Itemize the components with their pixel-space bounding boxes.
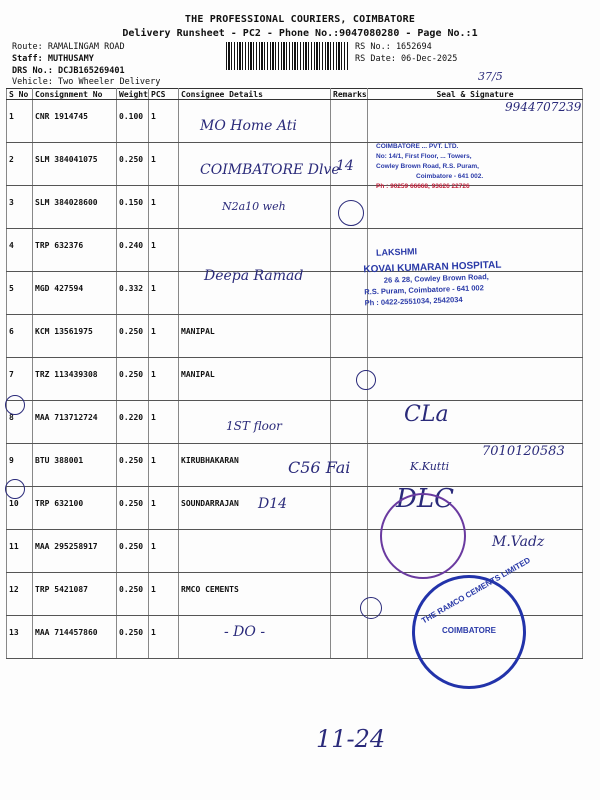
- cell-weight: 0.250: [117, 487, 149, 530]
- cell-sno: 4: [7, 229, 33, 272]
- table-header-row: [7, 89, 583, 100]
- cell-remarks: [331, 315, 368, 358]
- cell-weight: 0.250: [117, 616, 149, 659]
- stamp-company-address: COIMBATORE ... PVT. LTD. No: 14/1, First Floor, ... Towers, Cowley Brown Road, R.S. Puram, Coimbatore - 641 002. Ph : 90259 66668, 93626 22726: [376, 143, 484, 190]
- hw-r2-remark: 14: [336, 158, 354, 174]
- hw-r10-consignee: D14: [258, 496, 288, 512]
- cell-consignee: MANIPAL: [179, 358, 331, 401]
- col-weight: Weight: [117, 89, 149, 100]
- table-row: [7, 186, 583, 229]
- cell-sno: 11: [7, 530, 33, 573]
- cell-sno: 7: [7, 358, 33, 401]
- row-10-circle-mark: [5, 479, 25, 499]
- staff-label: Staff: MUTHUSAMY: [12, 54, 94, 64]
- cell-remarks: [331, 272, 368, 315]
- table-row: [7, 315, 583, 358]
- route-label: Route: RAMALINGAM ROAD: [12, 42, 125, 52]
- cell-pcs: 1: [149, 573, 179, 616]
- cell-pcs: 1: [149, 444, 179, 487]
- hw-r1-phone: 9944707239: [505, 100, 582, 114]
- hw-footer-count: 11-24: [316, 725, 386, 753]
- cell-sno: 13: [7, 616, 33, 659]
- cell-consignment-no: CNR 1914745: [33, 100, 117, 143]
- cell-consignee: [179, 530, 331, 573]
- hw-r3-consignee: N2a10 weh: [222, 200, 286, 213]
- cell-weight: 0.250: [117, 358, 149, 401]
- company-title: THE PROFESSIONAL COURIERS, COIMBATORE: [184, 14, 416, 25]
- cell-pcs: 1: [149, 616, 179, 659]
- cell-weight: 0.250: [117, 573, 149, 616]
- stamp-ramco-cements: THE RAMCO CEMENTS LIMITED COIMBATORE: [412, 575, 526, 689]
- cell-sno: 1: [7, 100, 33, 143]
- hw-r9-signature: K.Kutti: [410, 460, 450, 473]
- cell-pcs: 1: [149, 100, 179, 143]
- cell-pcs: 1: [149, 143, 179, 186]
- drs-label: DRS No.: DCJB165269401: [12, 66, 125, 76]
- corner-note: 37/5: [478, 70, 503, 83]
- cell-weight: 0.250: [117, 315, 149, 358]
- cell-weight: 0.250: [117, 143, 149, 186]
- hw-r3-remark-circle: [338, 200, 364, 226]
- cell-pcs: 1: [149, 401, 179, 444]
- cell-sno: 3: [7, 186, 33, 229]
- cell-pcs: 1: [149, 358, 179, 401]
- cell-pcs: 1: [149, 487, 179, 530]
- rs-date: RS Date: 06-Dec-2025: [355, 54, 458, 64]
- table-row: [7, 401, 583, 444]
- col-pcs: PCS: [149, 89, 179, 100]
- cell-consignee: SOUNDARRAJAN: [179, 487, 331, 530]
- cell-signature: [368, 315, 583, 358]
- cell-sno: 2: [7, 143, 33, 186]
- cell-remarks: [331, 487, 368, 530]
- cell-remarks: [331, 229, 368, 272]
- cell-remarks: [331, 401, 368, 444]
- stamp-lakshmi: LAKSHMI: [375, 246, 418, 258]
- cell-consignee: [179, 229, 331, 272]
- col-sno: S No: [7, 89, 33, 100]
- vehicle-label: Vehicle: Two Wheeler Delivery: [12, 77, 161, 87]
- cell-remarks: [331, 100, 368, 143]
- col-consignment: Consignment No: [33, 89, 117, 100]
- hw-r8-consignee: 1ST floor: [226, 419, 282, 433]
- cell-sno: 8: [7, 401, 33, 444]
- cell-weight: 0.150: [117, 186, 149, 229]
- cell-consignment-no: MGD 427594: [33, 272, 117, 315]
- table-row: [7, 358, 583, 401]
- hw-r7-remark-circle: [356, 370, 376, 390]
- cell-consignment-no: SLM 384041075: [33, 143, 117, 186]
- hw-r9-remark: C56 Fai: [288, 458, 351, 477]
- hw-r11-signature: M.Vadz: [492, 534, 545, 550]
- barcode: [226, 42, 348, 70]
- hw-r8-signature: CLa: [404, 402, 449, 427]
- cell-consignment-no: TRP 5421087: [33, 573, 117, 616]
- cell-sno: 9: [7, 444, 33, 487]
- cell-consignee: RMCO CEMENTS: [179, 573, 331, 616]
- cell-consignment-no: TRP 632376: [33, 229, 117, 272]
- hw-r2-consignee: COIMBATORE Dlve: [200, 162, 340, 178]
- cell-weight: 0.220: [117, 401, 149, 444]
- cell-consignment-no: BTU 388001: [33, 444, 117, 487]
- cell-weight: 0.250: [117, 530, 149, 573]
- row-8-circle-mark: [5, 395, 25, 415]
- cell-consignment-no: TRZ 113439308: [33, 358, 117, 401]
- round-seal-purple: [380, 493, 466, 579]
- cell-signature: [368, 358, 583, 401]
- cell-pcs: 1: [149, 229, 179, 272]
- col-signature: Seal & Signature: [368, 89, 583, 100]
- cell-consignment-no: MAA 713712724: [33, 401, 117, 444]
- hw-r13-consignee: - DO -: [224, 624, 266, 640]
- stamp-hospital: KOVAI KUMARAN HOSPITAL 26 & 28, Cowley Brown Road, R.S. Puram, Coimbatore - 641 002 Ph : 0422-2551034, 2542034: [363, 259, 502, 308]
- cell-signature: [368, 401, 583, 444]
- cell-consignee: KIRUBHAKARAN: [179, 444, 331, 487]
- hw-r1-consignee: MO Home Ati: [200, 118, 297, 134]
- cell-sno: 10: [7, 487, 33, 530]
- hw-r13-remark-circle: [360, 597, 382, 619]
- cell-pcs: 1: [149, 315, 179, 358]
- cell-consignment-no: SLM 384028600: [33, 186, 117, 229]
- hw-r9-phone: 7010120583: [482, 444, 565, 459]
- cell-consignment-no: TRP 632100: [33, 487, 117, 530]
- cell-sno: 12: [7, 573, 33, 616]
- cell-consignee: MANIPAL: [179, 315, 331, 358]
- col-remarks: Remarks: [331, 89, 368, 100]
- cell-pcs: 1: [149, 530, 179, 573]
- cell-weight: 0.332: [117, 272, 149, 315]
- hw-r5-consignee: Deepa Ramad: [204, 268, 304, 284]
- cell-weight: 0.240: [117, 229, 149, 272]
- cell-sno: 6: [7, 315, 33, 358]
- cell-weight: 0.250: [117, 444, 149, 487]
- table-row: [7, 487, 583, 530]
- cell-sno: 5: [7, 272, 33, 315]
- cell-consignment-no: MAA 714457860: [33, 616, 117, 659]
- cell-remarks: [331, 530, 368, 573]
- col-consignee: Consignee Details: [179, 89, 331, 100]
- cell-weight: 0.100: [117, 100, 149, 143]
- rs-number: RS No.: 1652694: [355, 42, 432, 52]
- hw-r10-signature: DLC: [396, 484, 455, 514]
- cell-remarks: [331, 616, 368, 659]
- cell-pcs: 1: [149, 186, 179, 229]
- runsheet-subtitle: Delivery Runsheet - PC2 - Phone No.:9047080280 - Page No.:1: [122, 28, 478, 39]
- cell-consignment-no: MAA 295258917: [33, 530, 117, 573]
- cell-consignment-no: KCM 13561975: [33, 315, 117, 358]
- cell-pcs: 1: [149, 272, 179, 315]
